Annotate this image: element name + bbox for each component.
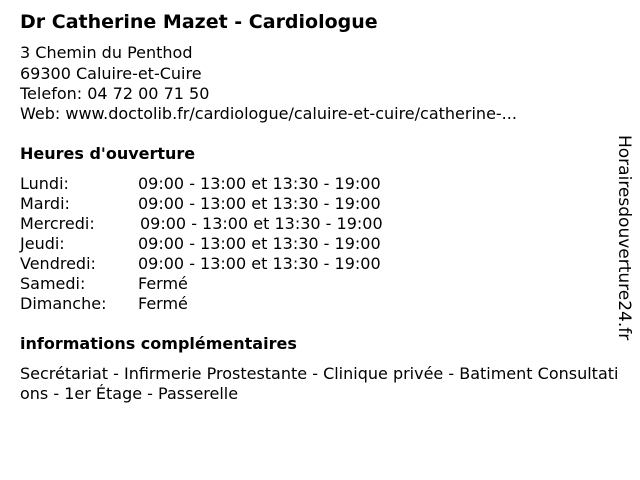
day-label: Jeudi: xyxy=(20,234,65,253)
opening-hours-heading: Heures d'ouverture xyxy=(20,144,196,163)
day-hours: 09:00 - 13:00 et 13:30 - 19:00 xyxy=(138,194,381,213)
day-label: Samedi: xyxy=(20,274,86,293)
phone-number: Telefon: 04 72 00 71 50 xyxy=(20,84,210,103)
day-hours: 09:00 - 13:00 et 13:30 - 19:00 xyxy=(138,254,381,273)
site-watermark xyxy=(612,135,636,345)
website-link[interactable]: Web: www.doctolib.fr/cardiologue/caluire-et-cuire/catherine-... xyxy=(20,104,517,123)
additional-info-heading: informations complémentaires xyxy=(20,334,297,353)
page-title: Dr Catherine Mazet - Cardiologue xyxy=(20,11,378,33)
day-label: Mercredi: xyxy=(20,214,95,233)
address-street: 3 Chemin du Penthod xyxy=(20,43,193,62)
day-label: Vendredi: xyxy=(20,254,96,273)
day-label: Dimanche: xyxy=(20,294,107,313)
watermark-text: Horairesdouverture24.fr xyxy=(614,135,634,341)
day-hours: 09:00 - 13:00 et 13:30 - 19:00 xyxy=(138,234,381,253)
day-hours: 09:00 - 13:00 et 13:30 - 19:00 xyxy=(138,174,381,193)
additional-info-text: Secrétariat - Infirmerie Prostestante - Clinique privée - Batiment Consultations - 1er Étage - Passerelle xyxy=(20,364,619,403)
day-label: Lundi: xyxy=(20,174,69,193)
day-hours: 09:00 - 13:00 et 13:30 - 19:00 xyxy=(140,214,383,233)
day-hours: Fermé xyxy=(138,274,188,293)
day-label: Mardi: xyxy=(20,194,70,213)
address-city: 69300 Caluire-et-Cuire xyxy=(20,64,202,83)
day-hours: Fermé xyxy=(138,294,188,313)
